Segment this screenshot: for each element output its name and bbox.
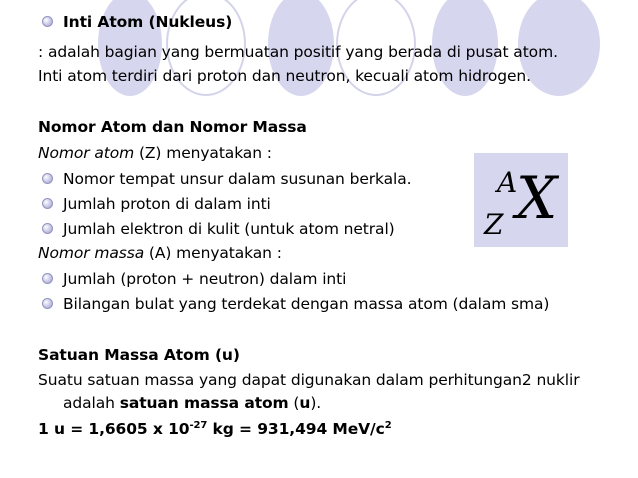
- formula-part-2: kg = 931,494 MeV/c: [207, 420, 385, 438]
- atomic-number-symbol: Z: [484, 208, 504, 241]
- mass-number-symbol: A: [497, 166, 518, 199]
- sma-symbol: u: [299, 394, 311, 412]
- bullet-icon: [42, 16, 53, 27]
- bullet-icon: [42, 173, 53, 184]
- nomor-massa-line: [38, 243, 282, 263]
- sma-line-2: [63, 393, 321, 413]
- nuclide-notation-box: [474, 153, 568, 247]
- sma-term: satuan massa atom: [119, 394, 289, 412]
- list-item: Nomor tempat unsur dalam susunan berkala.: [63, 170, 412, 188]
- definition-line-1: : adalah bagian yang bermuatan positif yang berada di pusat atom.: [38, 43, 558, 61]
- bullet-icon: [42, 273, 53, 284]
- list-item: Jumlah proton di dalam inti: [63, 195, 271, 213]
- nomor-atom-rest: (Z) menyatakan :: [134, 144, 272, 162]
- heading-nomor-atom-massa: Nomor Atom dan Nomor Massa: [38, 118, 307, 136]
- bullet-icon: [42, 198, 53, 209]
- element-symbol: X: [516, 164, 558, 232]
- list-item: Jumlah (proton + neutron) dalam inti: [63, 270, 347, 288]
- formula-part-1: 1 u = 1,6605 x 10: [38, 420, 190, 438]
- sma-mid: (: [288, 394, 300, 412]
- sma-suffix: ).: [310, 394, 322, 412]
- sma-prefix: adalah: [63, 394, 120, 412]
- definition-line-2: Inti atom terdiri dari proton dan neutron, kecuali atom hidrogen.: [38, 67, 531, 85]
- list-item: Bilangan bulat yang terdekat dengan massa atom (dalam sma): [63, 295, 550, 313]
- nomor-atom-term: Nomor atom: [38, 144, 135, 162]
- formula-exponent-2: 2: [384, 420, 392, 431]
- heading-satuan-massa-atom: Satuan Massa Atom (u): [38, 346, 240, 364]
- bullet-icon: [42, 223, 53, 234]
- heading-inti-atom: Inti Atom (Nukleus): [63, 13, 233, 31]
- nomor-atom-line: [38, 143, 272, 163]
- sma-line-1: Suatu satuan massa yang dapat digunakan dalam perhitungan2 nuklir: [38, 371, 580, 389]
- nomor-massa-term: Nomor massa: [38, 244, 145, 262]
- bullet-icon: [42, 298, 53, 309]
- formula-exponent-1: -27: [189, 420, 208, 431]
- nomor-massa-rest: (A) menyatakan :: [144, 244, 282, 262]
- list-item: Jumlah elektron di kulit (untuk atom netral): [63, 220, 395, 238]
- formula-line: [38, 419, 392, 439]
